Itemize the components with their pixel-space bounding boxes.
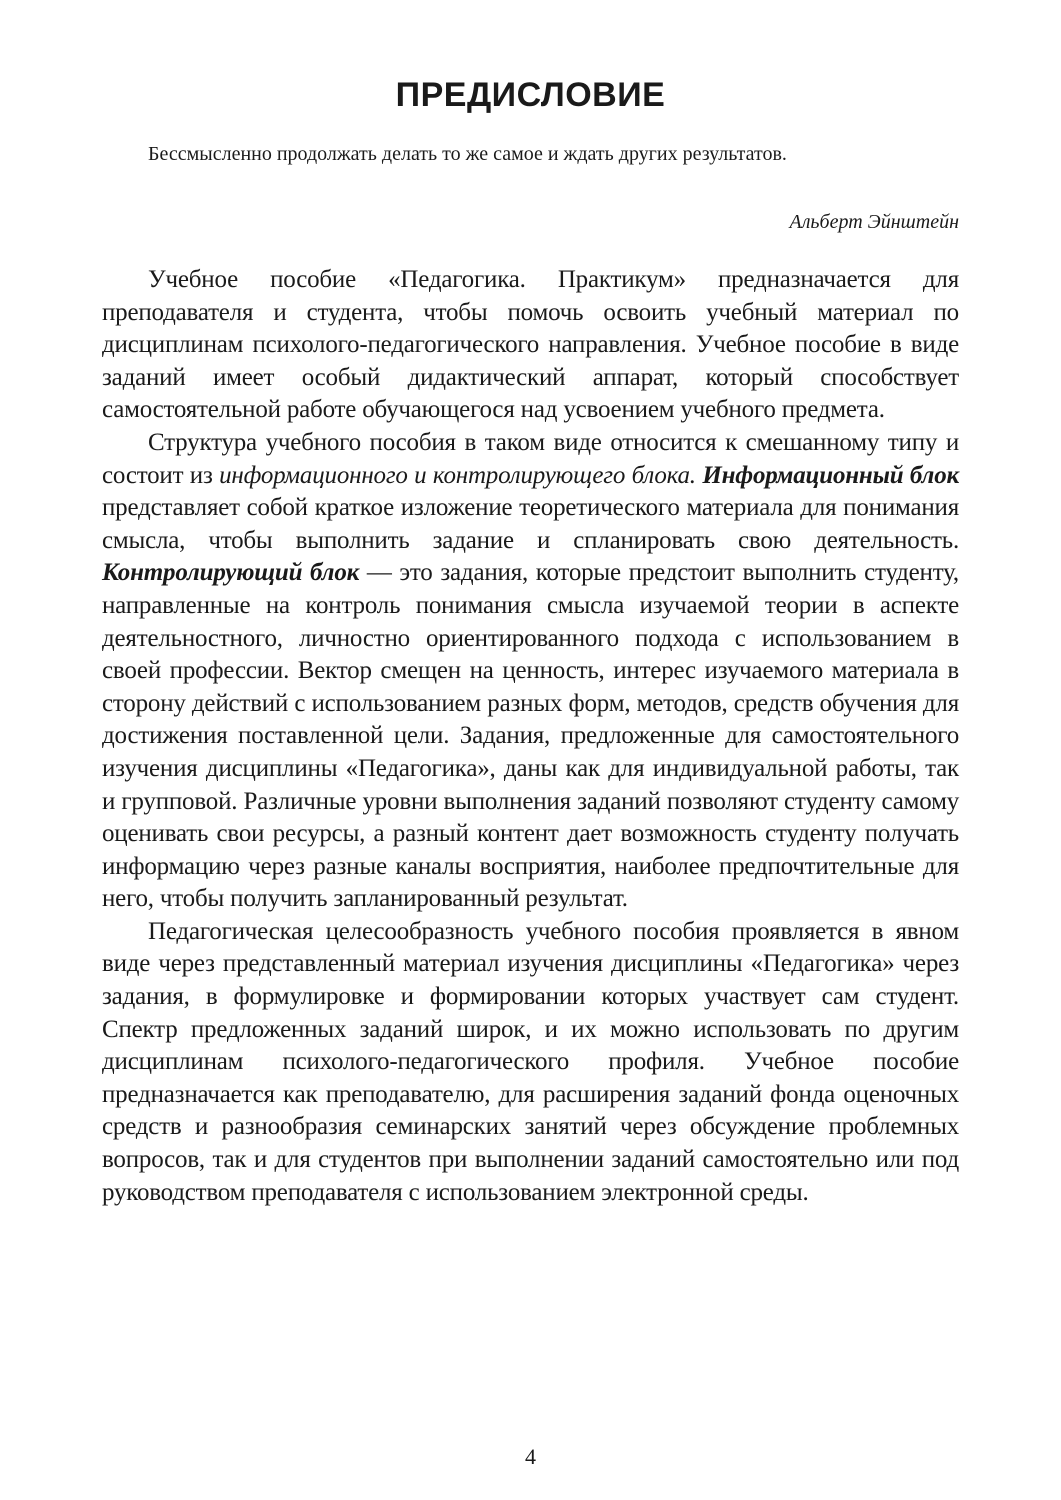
page-number: 4 bbox=[525, 1444, 536, 1469]
page-title: ПРЕДИСЛОВИЕ bbox=[395, 76, 666, 114]
paragraph-segment: представляет собой краткое изложение теоретического материала для понимания смысла, чтобы выполнить задание и спланировать свою деятельность. bbox=[102, 494, 959, 554]
term-information-block: Информационный блок bbox=[702, 461, 959, 489]
paragraph-segment: — это задания, которые предстоит выполнить студенту, направленные на контроль понимания смысла изучаемой теории в аспекте деятельностного, личностно ориентированного подхода с использованием в своей профессии. Вектор смещен на ценность, интерес изучаемого материала в сторону действий с использованием разных форм, методов, средств обучения для достижения поставленной цели. Задания, предложенные для самостоятельного изучения дисциплины «Педагогика», даны как для индивидуальной работы, так и групповой. Различные уровни выполнения заданий позволяют студенту самому оценивать свои ресурсы, а разный контент дает возможность студенту получать информацию через разные каналы восприятия, наиболее предпочтительные для него, чтобы получить запланированный результат. bbox=[102, 559, 959, 913]
term-control-block: Контролирующий блок bbox=[102, 559, 360, 587]
italic-phrase: информационного и контролирующего блока. bbox=[219, 461, 696, 489]
paragraph-segment: Структура учебного пособия в таком виде относится к смешанному типу и состоит из bbox=[102, 428, 959, 489]
body-text bbox=[102, 264, 959, 1209]
paragraph-intro: Учебное пособие «Педагогика. Практикум» предназначается для преподавателя и студента, чтобы помочь освоить учебный материал по дисциплинам психолого-педагогического направления. Учебное пособие в виде заданий имеет особый дидактический аппарат, который способствует самостоятельной работе обучающегося над усвоением учебного предмета. bbox=[102, 266, 959, 424]
paragraph-expediency: Педагогическая целесообразность учебного пособия проявляется в явном виде через представленный материал изучения дисциплины «Педагогика» через задания, в формулировке и формировании которых участвует сам студент. Спектр предложенных заданий широк, и их можно использовать по другим дисциплинам психолого-педагогического профиля. Учебное пособие предназначается как преподавателю, для расширения заданий фонда оценочных средств и разнообразия семинарских занятий через обсуждение проблемных вопросов, так и для студентов при выполнении заданий самостоятельно или под руководством преподавателя с использованием электронной среды. bbox=[102, 917, 959, 1206]
epigraph-author: Альберт Эйнштейн bbox=[789, 211, 959, 233]
paragraph-structure bbox=[102, 427, 959, 916]
epigraph-text: Бессмысленно продолжать делать то же самое и ждать других результатов. bbox=[148, 143, 787, 165]
